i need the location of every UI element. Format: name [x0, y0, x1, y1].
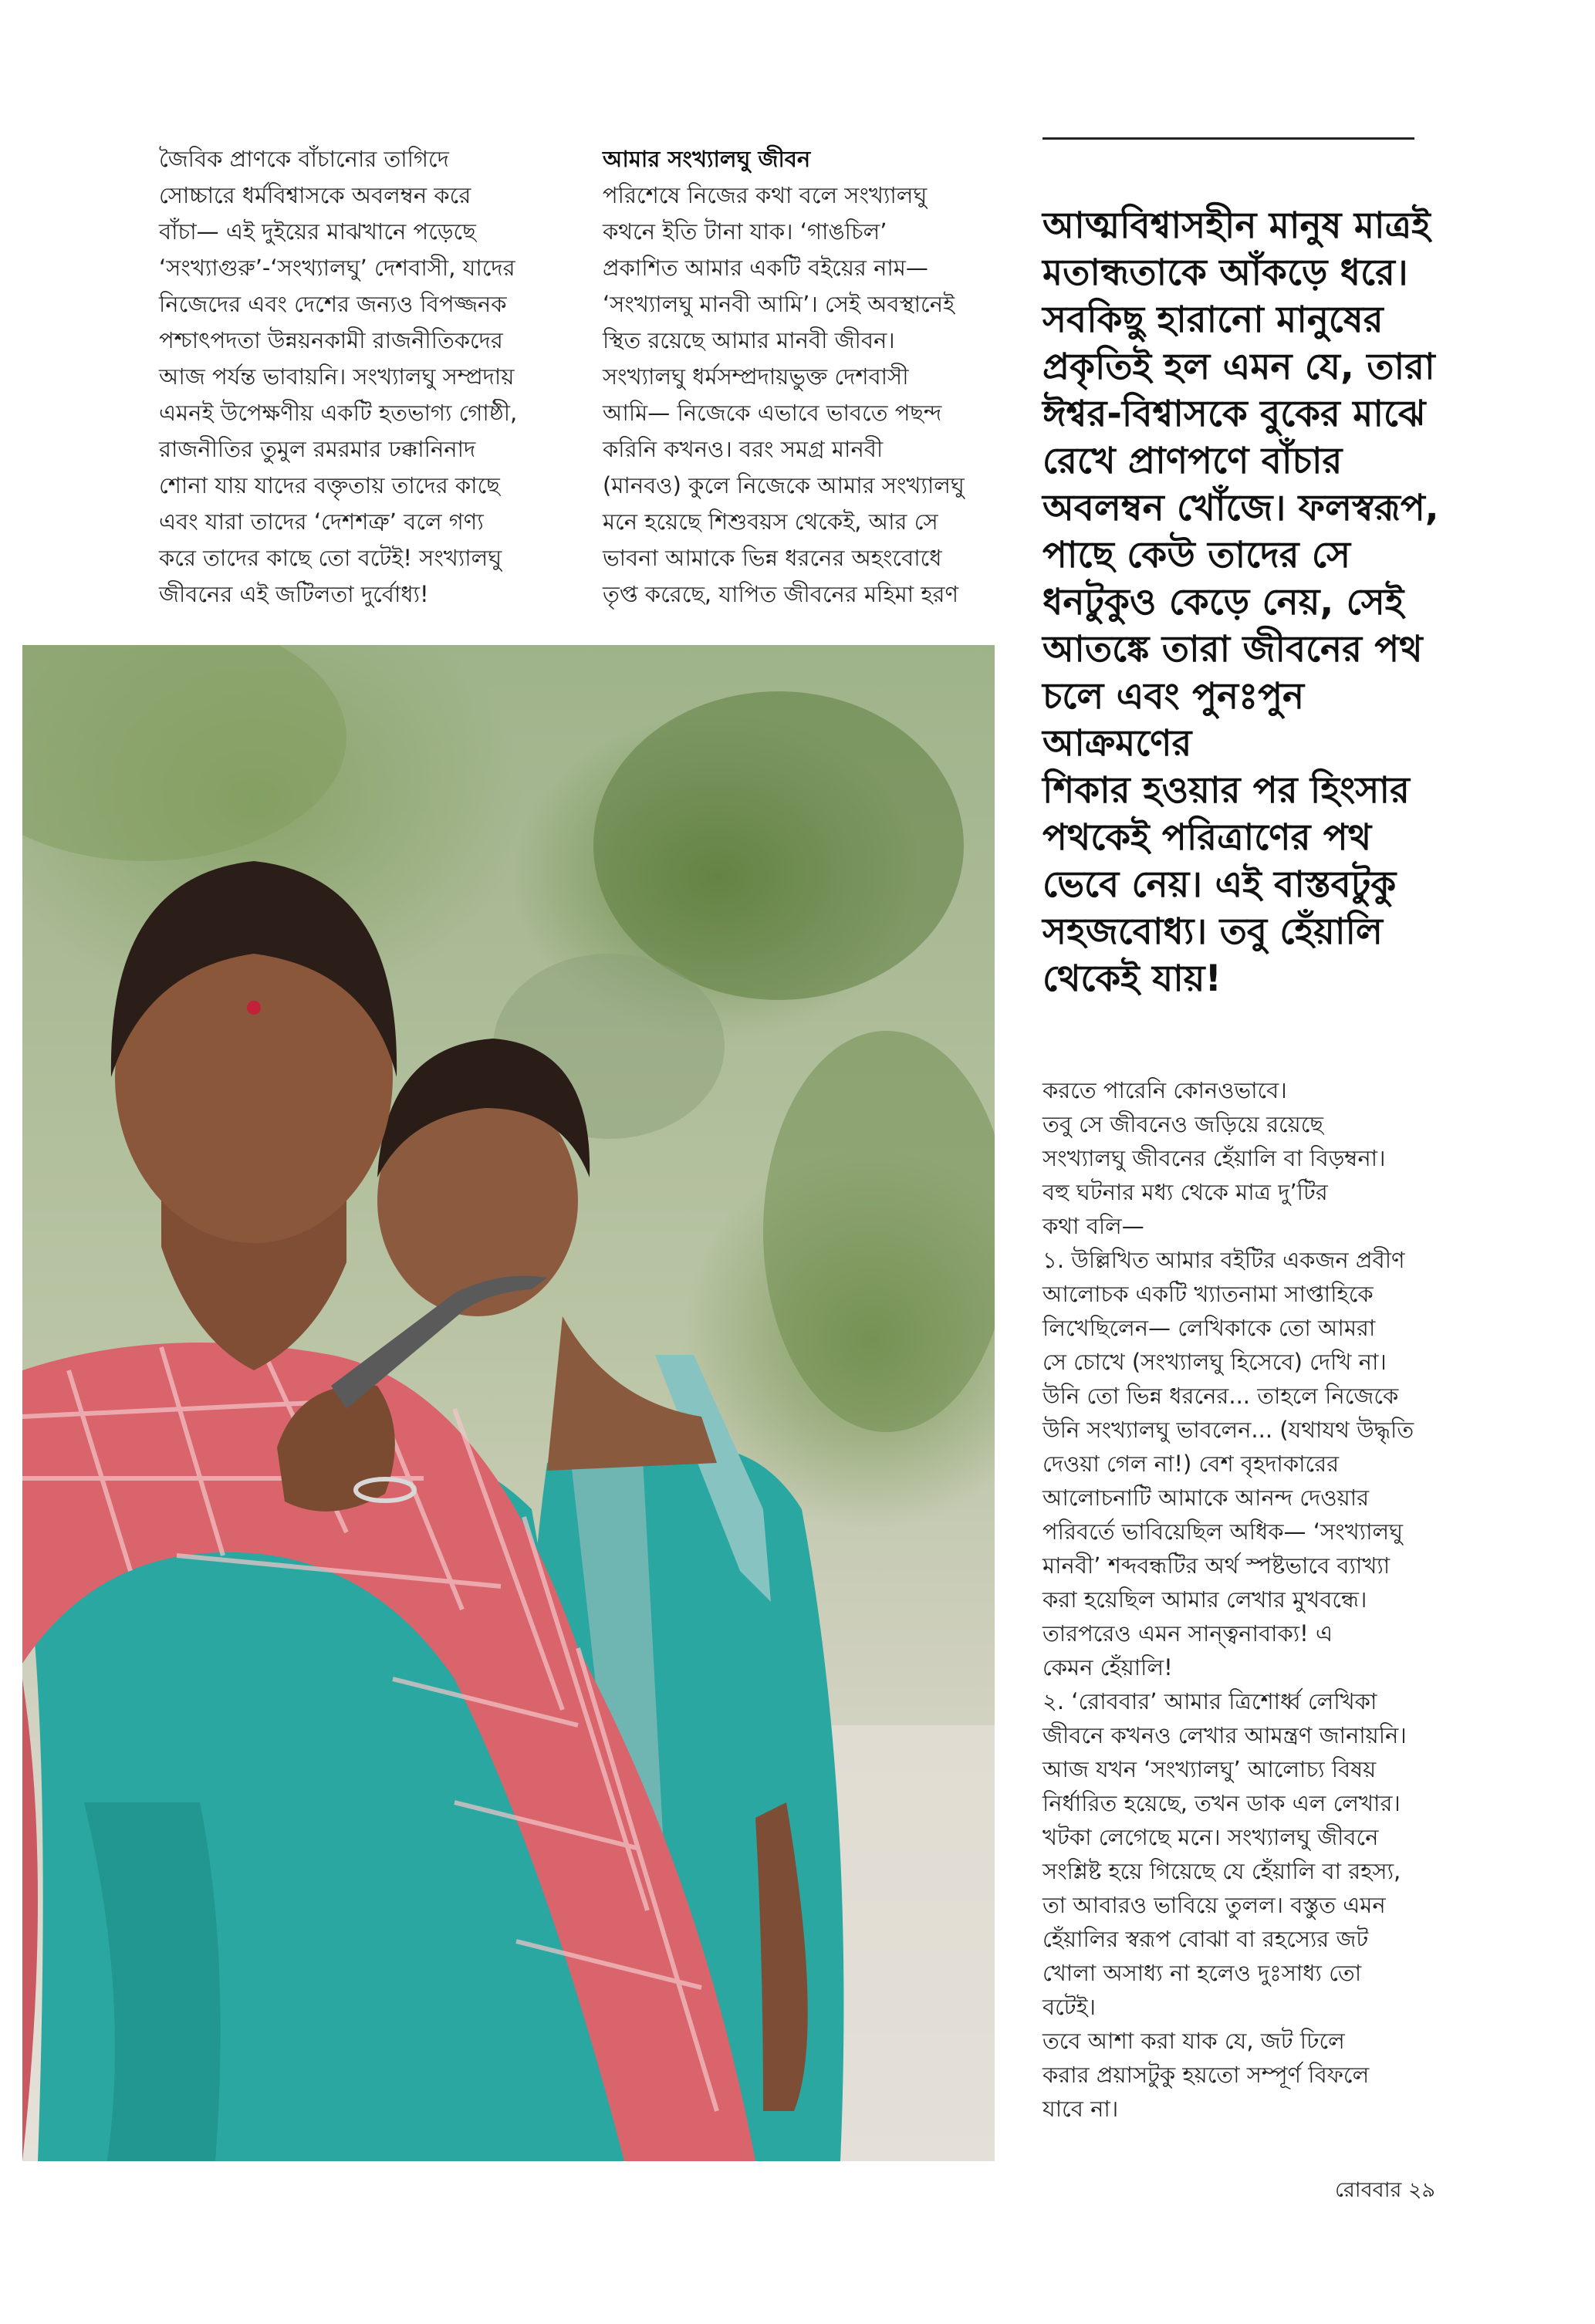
- photo-illustration: [22, 645, 995, 2161]
- photo-two-women: [22, 645, 995, 2161]
- section-heading: আমার সংখ্যালঘু জীবন: [603, 146, 811, 172]
- page-folio: রোববার ২৯: [1335, 2178, 1436, 2202]
- column-1-text: জৈবিক প্রাণকে বাঁচানোর তাগিদে সোচ্চারে ধর্মবিশ্বাসকে অবলম্বন করে বাঁচা— এই দুইয়ের মাঝখানে পড়েছে ‘সংখ্যাগুরু’-‘সংখ্যালঘু’ দেশবাসী, যাদের নিজেদের এবং দেশের জন্যও বিপজ্জনক পশ্চাৎপদতা উন্নয়নকামী রাজনীতিকদের আজ পর্যন্ত ভাবায়নি। সংখ্যালঘু সম্প্রদায় এমনই উপেক্ষণীয় একটি হতভাগ্য গোষ্ঠী, রাজনীতির তুমুল রমরমার ঢক্কানিনাদ শোনা যায় যাদের বক্তৃতায় তাদের কাছে এবং যারা তাদের ‘দেশশত্রু’ বলে গণ্য করে তাদের কাছে তো বটেই! সংখ্যালঘু জীবনের এই জটিলতা দুর্বোধ্য!: [159, 146, 518, 607]
- column-2-text: পরিশেষে নিজের কথা বলে সংখ্যালঘু কথনে ইতি টানা যাক। ‘গাঙচিল’ প্রকাশিত আমার একটি বইয়ের নাম— ‘সংখ্যালঘু মানবী আমি’। সেই অবস্থানেই স্থিত রয়েছে আমার মানবী জীবন। সংখ্যালঘু ধর্মসম্প্রদায়ভুক্ত দেশবাসী আমি— নিজেকে এভাবে ভাবতে পছন্দ করিনি কখনও। বরং সমগ্র মানবী (মানবও) কুলে নিজেকে আমার সংখ্যালঘু মনে হয়েছে শিশুবয়স থেকেই, আর সে ভাবনা আমাকে ভিন্ন ধরনের অহংবোধে তৃপ্ত করেছে, যাপিত জীবনের মহিমা হরণ: [603, 182, 965, 607]
- column-3-text: করতে পারেনি কোনওভাবে। তবু সে জীবনেও জড়িয়ে রয়েছে সংখ্যালঘু জীবনের হেঁয়ালি বা বিড়ম্বনা। বহু ঘটনার মধ্য থেকে মাত্র দু’টির কথা বলি— ১. উল্লিখিত আমার বইটির একজন প্রবীণ আলোচক একটি খ্যাতনামা সাপ্তাহিকে লিখেছিলেন— লেখিকাকে তো আমরা সে চোখে (সংখ্যালঘু হিসেবে) দেখি না। উনি তো ভিন্ন ধরনের... তাহলে নিজেকে উনি সংখ্যালঘু ভাবলেন... (যথাযথ উদ্ধৃতি দেওয়া গেল না!) বেশ বৃহদাকারের আলোচনাটি আমাকে আনন্দ দেওয়ার পরিবর্তে ভাবিয়েছিল অধিক— ‘সংখ্যালঘু মানবী’ শব্দবন্ধটির অর্থ স্পষ্টভাবে ব্যাখ্যা করা হয়েছিল আমার লেখার মুখবন্ধে। তারপরেও এমন সান্ত্বনাবাক্য! এ কেমন হেঁয়ালি! ২. ‘রোববার’ আমার ত্রিশোর্ধ্ব লেখিকা জীবনে কখনও লেখার আমন্ত্রণ জানায়নি। আজ যখন ‘সংখ্যালঘু’ আলোচ্য বিষয় নির্ধারিত হয়েছে, তখন ডাক এল লেখার। খটকা লেগেছে মনে। সংখ্যালঘু জীবনে সংশ্লিষ্ট হয়ে গিয়েছে যে হেঁয়ালি বা রহস্য, তা আবারও ভাবিয়ে তুলল। বস্তুত এমন হেঁয়ালির স্বরূপ বোঝা বা রহস্যের জট খোলা অসাধ্য না হলেও দুঃসাধ্য তো বটেই। তবে আশা করা যাক যে, জট ঢিলে করার প্রয়াসটুকু হয়তো সম্পূর্ণ বিফলে যাবে না।: [1042, 1077, 1414, 2122]
- pullquote-rule: [1042, 137, 1414, 140]
- pull-quote: আত্মবিশ্বাসহীন মানুষ মাত্রই মতান্ধতাকে আঁকড়ে ধরে। সবকিছু হারানো মানুষের প্রকৃতিই হল এমন যে, তারা ঈশ্বর-বিশ্বাসকে বুকের মাঝে রেখে প্রাণপণে বাঁচার অবলম্বন খোঁজে। ফলস্বরূপ, পাছে কেউ তাদের সে ধনটুকুও কেড়ে নেয়, সেই আতঙ্কে তারা জীবনের পথ চলে এবং পুনঃপুন আক্রমণের শিকার হওয়ার পর হিংসার পথকেই পরিত্রাণের পথ ভেবে নেয়। এই বাস্তবটুকু সহজবোধ্য। তবু হেঁয়ালি থেকেই যায়!: [1042, 204, 1439, 1000]
